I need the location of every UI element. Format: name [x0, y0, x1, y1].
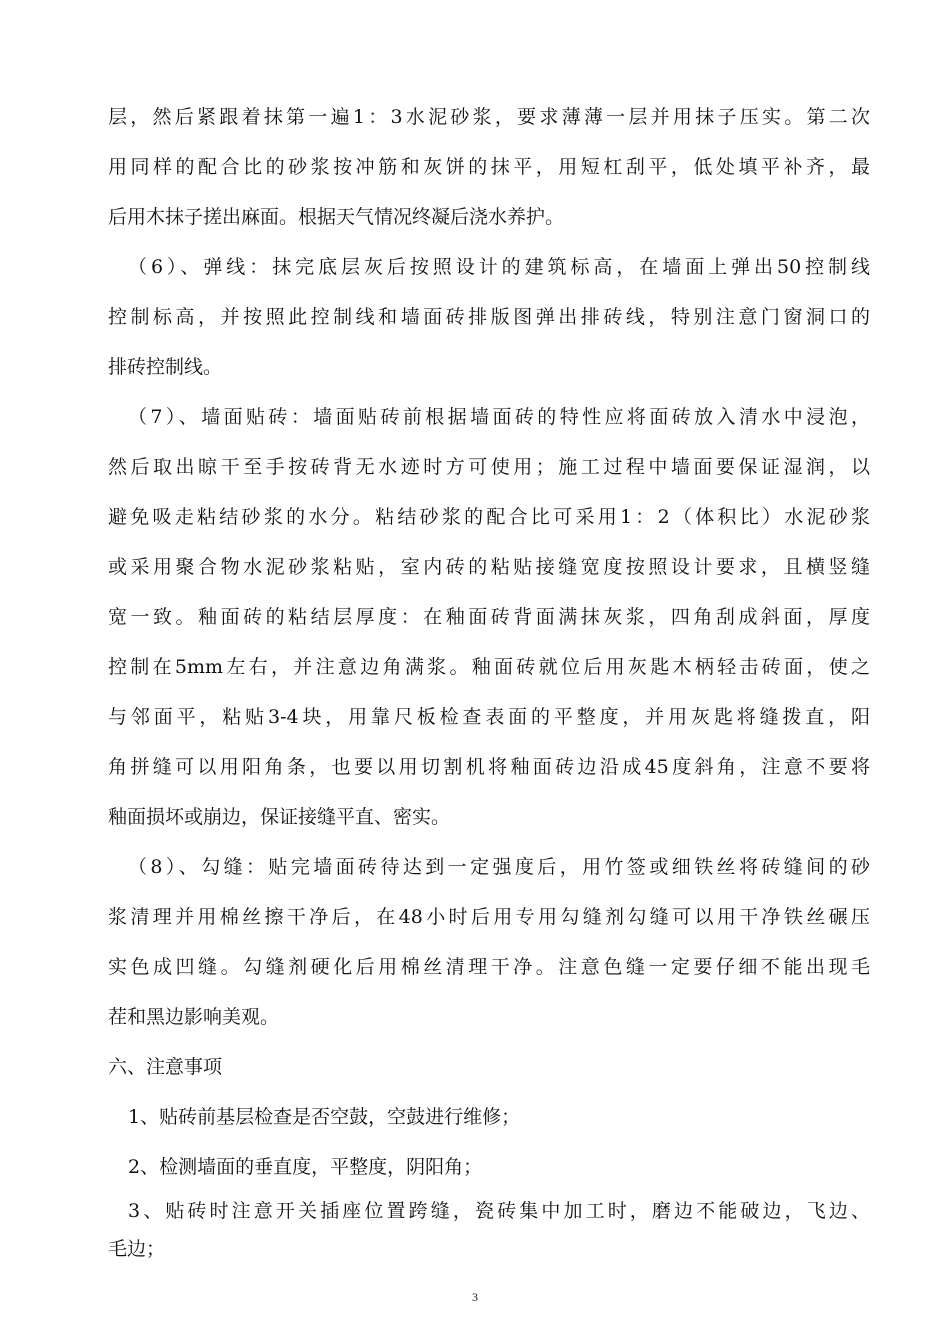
text-line: 宽一致。釉面砖的粘结层厚度：在釉面砖背面满抹灰浆，四角刮成斜面，厚度: [108, 606, 870, 628]
text-line: 后用木抹子搓出麻面。根据天气情况终凝后浇水养护。: [108, 206, 565, 228]
text-line: 与邻面平，粘贴3-4块，用靠尺板检查表面的平整度，并用灰匙将缝拨直，阳: [108, 706, 870, 728]
document-body: [108, 92, 870, 1268]
text-line: 用同样的配合比的砂浆按冲筋和灰饼的抹平，用短杠刮平，低处填平补齐，最: [108, 156, 870, 178]
section-heading: 六、注意事项: [108, 1056, 223, 1078]
list-item: 2、检测墙面的垂直度，平整度，阴阳角；: [128, 1156, 483, 1178]
text-line: 釉面损坏或崩边，保证接缝平直、密实。: [108, 806, 451, 828]
text-line: 角拼缝可以用阳角条，也要以用切割机将釉面砖边沿成45度斜角，注意不要将: [108, 756, 870, 778]
text-line: 排砖控制线。: [108, 356, 223, 378]
text-line: 实色成凹缝。勾缝剂硬化后用棉丝清理干净。注意色缝一定要仔细不能出现毛: [108, 956, 870, 978]
text-line: 浆清理并用棉丝擦干净后，在48小时后用专用勾缝剂勾缝可以用干净铁丝碾压: [108, 906, 870, 928]
text-line: 或采用聚合物水泥砂浆粘贴，室内砖的粘贴接缝宽度按照设计要求，且横竖缝: [108, 556, 870, 578]
text-line: 茬和黑边影响美观。: [108, 1006, 280, 1028]
text-line: 控制标高，并按照此控制线和墙面砖排版图弹出排砖线，特别注意门窗洞口的: [108, 306, 870, 328]
list-item-continuation: 毛边；: [108, 1238, 166, 1260]
text-line: 控制在5mm左右，并注意边角满浆。釉面砖就位后用灰匙木柄轻击砖面，使之: [108, 656, 870, 678]
text-line: （8）、勾缝：贴完墙面砖待达到一定强度后，用竹签或细铁丝将砖缝间的砂: [128, 856, 870, 878]
text-line: 层，然后紧跟着抹第一遍1：3水泥砂浆，要求薄薄一层并用抹子压实。第二次: [108, 106, 870, 128]
text-line: （7）、墙面贴砖：墙面贴砖前根据墙面砖的特性应将面砖放入清水中浸泡，: [128, 406, 870, 428]
text-line: 然后取出晾干至手按砖背无水迹时方可使用；施工过程中墙面要保证湿润，以: [108, 456, 870, 478]
list-item: 1、贴砖前基层检查是否空鼓，空鼓进行维修；: [128, 1106, 521, 1128]
text-line: （6）、弹线：抹完底层灰后按照设计的建筑标高，在墙面上弹出50控制线: [128, 256, 870, 278]
list-item: 3、贴砖时注意开关插座位置跨缝，瓷砖集中加工时，磨边不能破边，飞边、: [128, 1200, 870, 1222]
text-line: 避免吸走粘结砂浆的水分。粘结砂浆的配合比可采用1：2（体积比）水泥砂浆: [108, 506, 870, 528]
page-number: 3: [472, 1290, 478, 1304]
